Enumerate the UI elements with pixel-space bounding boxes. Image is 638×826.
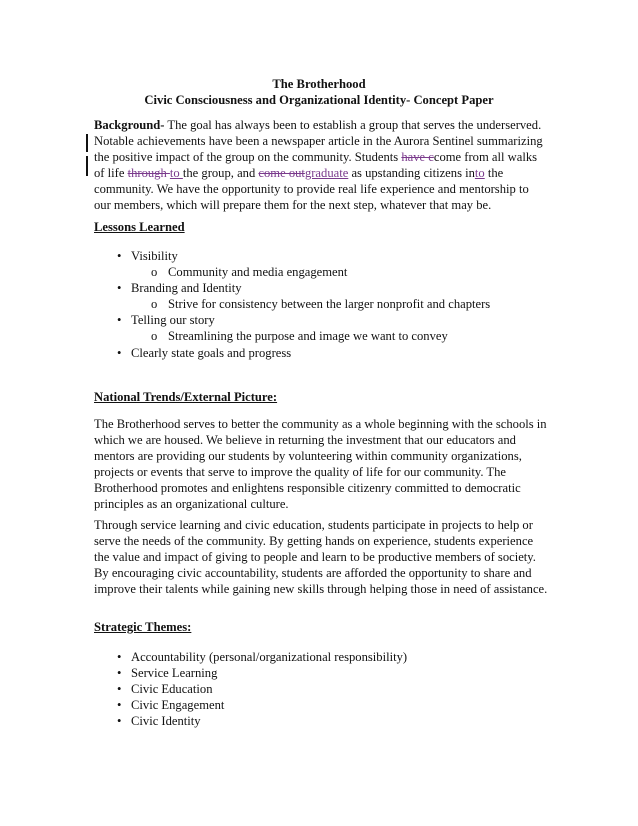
text-run: the group xyxy=(182,166,231,180)
list-item-label: Branding and Identity xyxy=(131,281,242,295)
deleted-text: through xyxy=(127,166,170,180)
bullet-icon: • xyxy=(117,346,122,360)
bullet-icon: • xyxy=(117,313,122,327)
inserted-text: to xyxy=(169,166,183,180)
list-item-label: Civic Engagement xyxy=(131,698,225,712)
revision-bar-2 xyxy=(86,156,88,176)
paragraph-line: the value and impact of giving to people and learn to be productive members of society. xyxy=(94,550,536,564)
title-block xyxy=(0,76,638,108)
sub-bullet-icon: o xyxy=(151,297,158,311)
national-heading: National Trends/External Picture: xyxy=(94,390,278,404)
background-line xyxy=(94,165,554,181)
background-paragraph xyxy=(94,117,554,213)
list-item-label: Civic Education xyxy=(131,682,213,696)
bullet-icon: • xyxy=(117,714,122,728)
paragraph-line: projects or events that serve to improve the quality of life for our community. The xyxy=(94,465,506,479)
paragraph-line: principles as an organizational culture. xyxy=(94,497,289,511)
list-item-label: Telling our story xyxy=(131,313,215,327)
document-subtitle: Civic Consciousness and Organizational Identity- Concept Paper xyxy=(144,93,494,107)
paragraph-line: By encouraging civic accountability, students are afforded the opportunity to share and xyxy=(94,566,532,580)
bullet-icon: • xyxy=(117,682,122,696)
bullet-icon: • xyxy=(117,650,122,664)
document-title: The Brotherhood xyxy=(272,77,366,91)
revision-bar-1 xyxy=(86,134,88,152)
bullet-icon: • xyxy=(117,249,122,263)
paragraph-line: Through service learning and civic education, students participate in projects to help or xyxy=(94,518,533,532)
text-run: the positive impact of the group on the community. Students xyxy=(94,150,402,164)
inserted-text: to xyxy=(474,166,485,180)
list-item-label: Visibility xyxy=(131,249,178,263)
list-item-label: Accountability (personal/organizational responsibility) xyxy=(131,650,408,664)
deleted-text: come out xyxy=(258,166,305,180)
bullet-icon: • xyxy=(117,281,122,295)
paragraph-line: serve the needs of the community. By getting hands on experience, students experience xyxy=(94,534,534,548)
bullet-icon: • xyxy=(117,666,122,680)
text-run: The goal has always been to establish a group that serves the underserved. xyxy=(164,118,542,132)
sub-bullet-icon: o xyxy=(151,329,158,343)
inserted-text: graduate xyxy=(304,166,349,180)
sub-bullet-icon: o xyxy=(151,265,158,279)
bullet-icon: • xyxy=(117,698,122,712)
national-paragraph-2 xyxy=(94,517,554,597)
list-item-label: Civic Identity xyxy=(131,714,201,728)
paragraph-line: The Brotherhood serves to better the community as a whole beginning with the schools in xyxy=(94,417,547,431)
national-paragraph-1 xyxy=(94,416,554,512)
paragraph-line: improve their talents while gaining new skills through helping those in need of assistance. xyxy=(94,582,548,596)
paragraph-line: which we are housed. We believe in returning the investment that our educators and xyxy=(94,433,516,447)
strategic-heading: Strategic Themes: xyxy=(94,620,192,634)
text-run: the xyxy=(484,166,504,180)
list-item-label: Clearly state goals and progress xyxy=(131,346,292,360)
background-line xyxy=(94,117,554,133)
sub-list-item-label: Strive for consistency between the larger nonprofit and chapters xyxy=(168,297,491,311)
sub-list-item-label: Streamlining the purpose and image we want to convey xyxy=(168,329,448,343)
paragraph-line: mentors are providing our students by volunteering within community organizations, xyxy=(94,449,522,463)
background-label: Background- xyxy=(94,118,165,132)
background-line: Notable achievements have been a newspaper article in the Aurora Sentinel summarizing xyxy=(94,134,543,148)
lessons-heading: Lessons Learned xyxy=(94,220,185,234)
background-line: our members, which will prepare them for the next step, whatever that may be. xyxy=(94,198,492,212)
background-line: community. We have the opportunity to provide real life experience and mentorship to xyxy=(94,182,529,196)
background-line xyxy=(94,149,554,165)
text-run: as upstanding citizens in xyxy=(348,166,475,180)
text-run: of life xyxy=(94,166,128,180)
text-run: come from all walks xyxy=(433,150,538,164)
sub-list-item-label: Community and media engagement xyxy=(168,265,348,279)
deleted-text: have c xyxy=(401,150,434,164)
list-item-label: Service Learning xyxy=(131,666,218,680)
text-run: , and xyxy=(230,166,259,180)
paragraph-line: Brotherhood promotes and enlightens responsible citizenry committed to democratic xyxy=(94,481,521,495)
